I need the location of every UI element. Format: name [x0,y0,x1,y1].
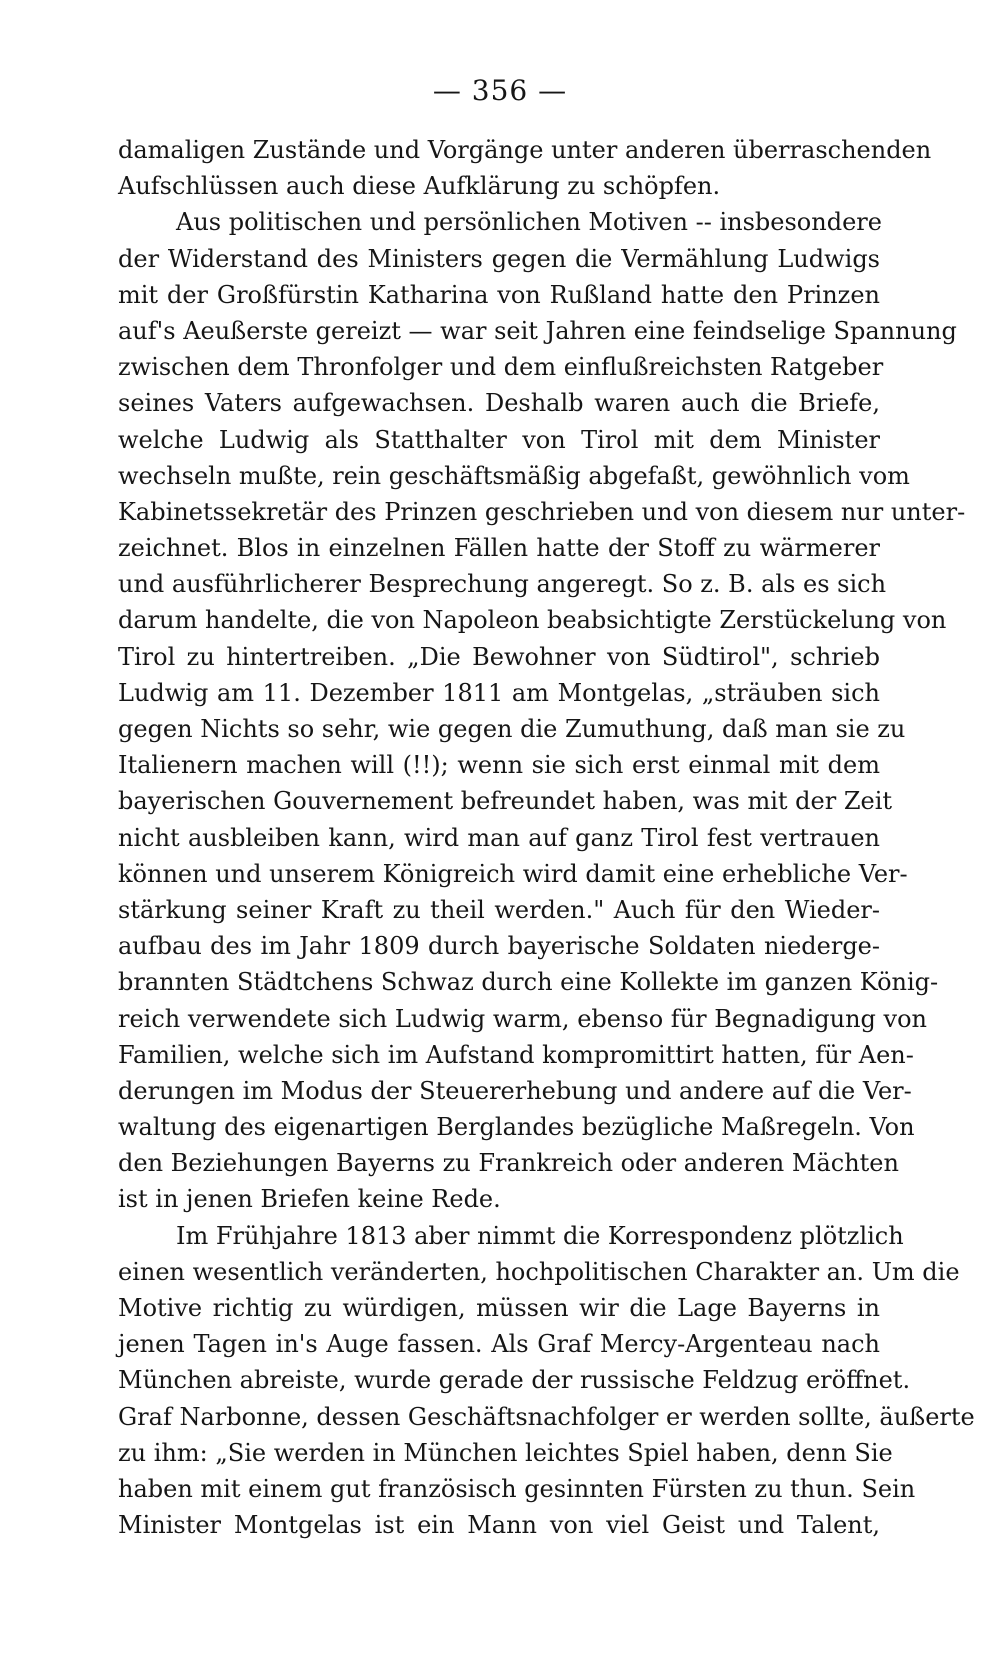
text-line: jenen Tagen in's Auge fassen. Als Graf Mercy-Argenteau nach [118,1330,880,1359]
text-line: Motive richtig zu würdigen, müssen wir die Lage Bayerns in [118,1294,880,1322]
text-line: Kabinetssekretär des Prinzen geschrieben und von diesem nur unter- [118,497,966,526]
text-line: auf's Aeußerste gereizt — war seit Jahren eine feindselige Spannung [118,316,957,345]
paragraph-start-line: Aus politischen und persönlichen Motiven -- insbesondere [176,208,882,237]
text-line: aufbau des im Jahr 1809 durch bayerische Soldaten niederge- [118,932,880,961]
text-line: Italienern machen will (!!); wenn sie sich erst einmal mit dem [118,751,880,780]
text-line: der Widerstand des Ministers gegen die Vermählung Ludwigs [118,244,880,273]
text-line: reich verwendete sich Ludwig warm, ebenso für Begnadigung von [118,1004,927,1033]
text-line: zwischen dem Thronfolger und dem einflußreichsten Ratgeber [118,353,884,382]
text-line: stärkung seiner Kraft zu theil werden." Auch für den Wieder- [118,895,880,924]
text-line: Graf Narbonne, dessen Geschäftsnachfolger er werden sollte, äußerte [118,1402,975,1431]
paragraph-end-line: Aufschlüssen auch diese Aufklärung zu schöpfen. [118,172,721,201]
text-line: können und unserem Königreich wird damit eine erhebliche Ver- [118,859,908,888]
text-line: damaligen Zustände und Vorgänge unter anderen überraschenden [118,136,932,164]
text-line: seines Vaters aufgewachsen. Deshalb waren auch die Briefe, [118,389,880,418]
text-line: welche Ludwig als Statthalter von Tirol mit dem Minister [118,425,880,454]
text-line: haben mit einem gut französisch gesinnten Fürsten zu thun. Sein [118,1474,916,1503]
text-line: waltung des eigenartigen Berglandes bezügliche Maßregeln. Von [118,1113,915,1142]
page-number: — 356 — [432,74,568,107]
text-line: brannten Städtchens Schwaz durch eine Kollekte im ganzen König- [118,968,939,997]
paragraph-start-line: Im Frühjahre 1813 aber nimmt die Korrespondenz plötzlich [176,1221,904,1250]
text-line: Ludwig am 11. Dezember 1811 am Montgelas, „sträuben sich [118,678,880,707]
text-line: bayerischen Gouvernement befreundet haben, was mit der Zeit [118,787,893,816]
text-line: mit der Großfürstin Katharina von Rußland hatte den Prinzen [118,280,880,309]
text-line: den Beziehungen Bayerns zu Frankreich oder anderen Mächten [118,1149,899,1178]
text-line: einen wesentlich veränderten, hochpolitischen Charakter an. Um die [118,1257,960,1286]
text-line: München abreiste, wurde gerade der russische Feldzug eröffnet. [118,1366,911,1395]
body-text [118,132,975,1543]
text-line: zu ihm: „Sie werden in München leichtes Spiel haben, denn Sie [118,1438,893,1467]
paragraph-end-line: ist in jenen Briefen keine Rede. [118,1185,501,1214]
text-line: und ausführlicherer Besprechung angeregt. So z. B. als es sich [118,570,887,599]
text-line: Minister Montgelas ist ein Mann von viel Geist und Talent, [118,1511,880,1540]
text-line: nicht ausbleiben kann, wird man auf ganz Tirol fest vertrauen [118,823,880,852]
text-line: wechseln mußte, rein geschäftsmäßig abgefaßt, gewöhnlich vom [118,461,910,490]
text-line: zeichnet. Blos in einzelnen Fällen hatte der Stoff zu wärmerer [118,534,880,563]
text-line: gegen Nichts so sehr, wie gegen die Zumuthung, daß man sie zu [118,715,906,743]
text-line: darum handelte, die von Napoleon beabsichtigte Zerstückelung von [118,606,947,635]
text-line: Tirol zu hintertreiben. „Die Bewohner von Südtirol", schrieb [118,642,880,671]
text-line: Familien, welche sich im Aufstand kompromittirt hatten, für Aen- [118,1040,914,1069]
text-line: derungen im Modus der Steuererhebung und andere auf die Ver- [118,1076,912,1105]
